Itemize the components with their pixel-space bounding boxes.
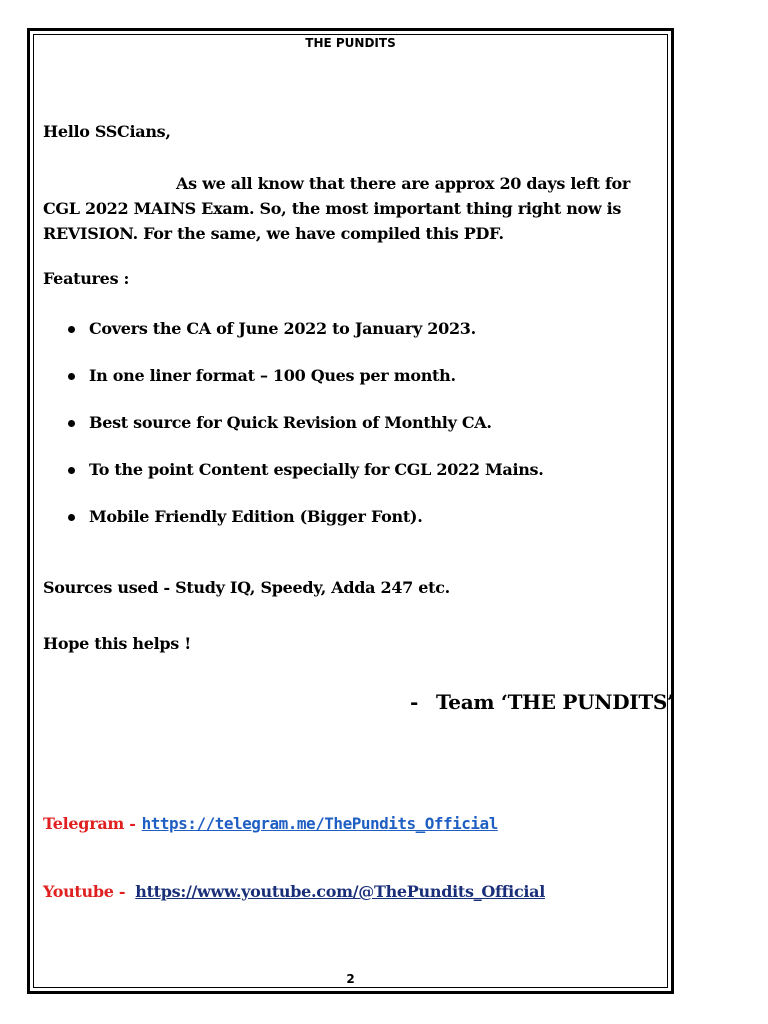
intro-line-3: REVISION. For the same, we have compiled this PDF. bbox=[43, 224, 504, 243]
bullet-dot-icon bbox=[68, 514, 75, 521]
feature-text: Covers the CA of June 2022 to January 2023. bbox=[89, 319, 476, 338]
intro-line-1: As we all know that there are approx 20 days left for bbox=[176, 174, 631, 193]
feature-text: In one liner format – 100 Ques per month. bbox=[89, 366, 456, 385]
list-item bbox=[43, 507, 544, 554]
bullet-dot-icon bbox=[68, 373, 75, 380]
features-title: Features : bbox=[43, 269, 130, 288]
youtube-row bbox=[43, 882, 545, 902]
list-item bbox=[43, 366, 544, 413]
page-header-title: THE PUNDITS bbox=[305, 36, 396, 50]
telegram-row bbox=[43, 814, 498, 834]
intro-line-2: CGL 2022 MAINS Exam. So, the most important thing right now is bbox=[43, 199, 622, 218]
list-item bbox=[43, 413, 544, 460]
telegram-label: Telegram - bbox=[43, 814, 136, 833]
bullet-dot-icon bbox=[68, 420, 75, 427]
list-item bbox=[43, 319, 544, 366]
list-item bbox=[43, 460, 544, 507]
bullet-dot-icon bbox=[68, 467, 75, 474]
features-list bbox=[43, 319, 544, 554]
signature bbox=[410, 690, 674, 714]
feature-text: To the point Content especially for CGL 2022 Mains. bbox=[89, 460, 544, 479]
signature-text: Team ‘THE PUNDITS’ bbox=[436, 690, 674, 714]
bullet-dot-icon bbox=[68, 326, 75, 333]
feature-text: Best source for Quick Revision of Monthly CA. bbox=[89, 413, 492, 432]
intro-paragraph bbox=[43, 171, 643, 246]
closing-line: Hope this helps ! bbox=[43, 634, 191, 653]
feature-text: Mobile Friendly Edition (Bigger Font). bbox=[89, 507, 423, 526]
telegram-link[interactable]: https://telegram.me/ThePundits_Official bbox=[141, 814, 498, 833]
youtube-link[interactable]: https://www.youtube.com/@ThePundits_Official bbox=[135, 882, 546, 901]
page-number: 2 bbox=[346, 972, 355, 986]
signature-dash: - bbox=[410, 690, 419, 714]
youtube-label: Youtube - bbox=[43, 882, 126, 901]
greeting: Hello SSCians, bbox=[43, 122, 171, 141]
sources-line: Sources used - Study IQ, Speedy, Adda 247 etc. bbox=[43, 578, 450, 597]
